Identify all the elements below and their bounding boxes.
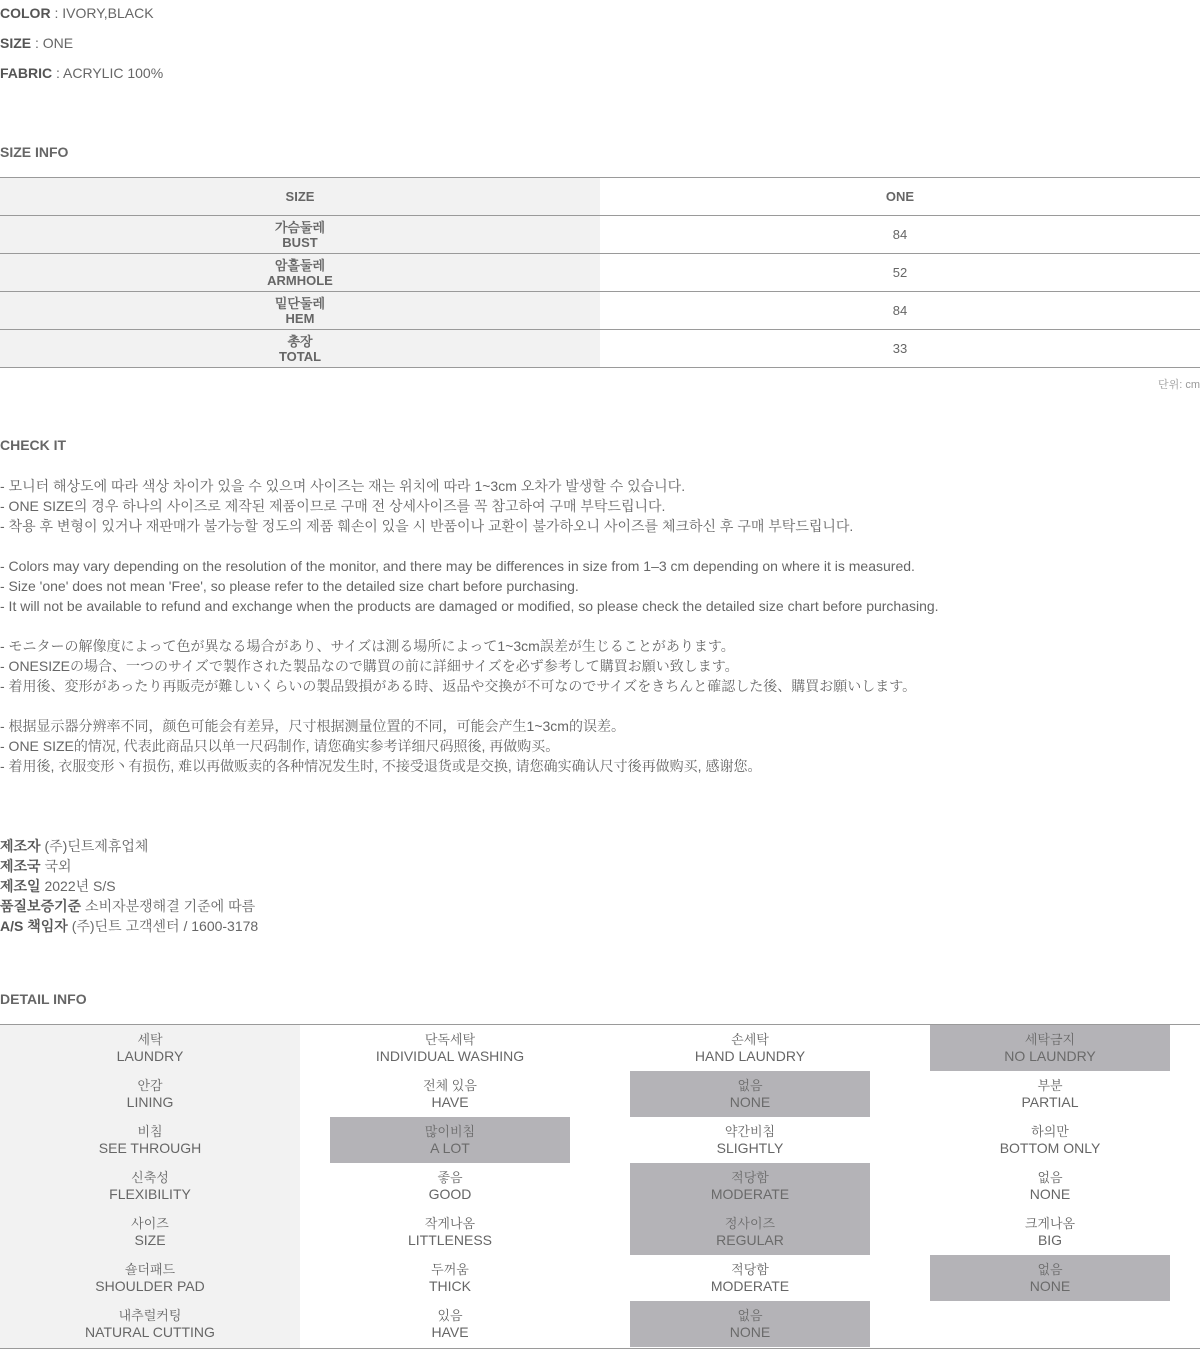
maker-value: 소비자분쟁해결 기준에 따름 [81,898,256,914]
size-table-header [0,178,1200,216]
table-row [0,216,1200,254]
size-row-value: 84 [892,303,908,318]
detail-option-ko: 적당함 [731,1262,769,1277]
detail-label-en: NATURAL CUTTING [85,1324,215,1340]
maker-label: 제조국 [0,858,41,874]
check-it-title: CHECK IT [0,437,67,453]
size-unit: 단위: cm [1157,379,1200,391]
size-label-ko: 암홀둘레 [274,257,326,273]
detail-label-ko: 신축성 [131,1170,169,1185]
detail-info-title: DETAIL INFO [0,991,87,1007]
spec-color [0,5,154,21]
spec-fabric-label: FABRIC [0,65,53,81]
maker-row [0,836,258,856]
detail-option [300,1209,600,1255]
detail-option-en: LITTLENESS [407,1232,493,1248]
maker-row [0,876,258,896]
detail-option [300,1255,600,1301]
note-ja-3: - 着用後、変形があったり再販売が難しいくらいの製品毀損がある時、返品や交換が不可なのでサイズをきちんと確認した後、購買お願いします。 [0,678,917,694]
detail-option-en: PARTIAL [1021,1094,1079,1110]
maker-row [0,896,258,916]
spec-size-value: : ONE [31,35,74,51]
maker-info [0,836,258,936]
detail-option-en: THICK [429,1278,471,1294]
size-row-label [0,330,600,367]
size-label-ko: 가슴둘레 [274,219,326,235]
detail-option [900,1209,1200,1255]
maker-row [0,916,258,936]
note-ja-2: - ONESIZEの場合、一つのサイズで製作された製品なので購買の前に詳細サイズを必ず参考して購買お願い致します。 [0,658,739,674]
maker-row [0,856,258,876]
detail-label-en: SIZE [134,1232,166,1248]
detail-row-label [0,1301,300,1347]
detail-row-label [0,1209,300,1255]
detail-option-en: GOOD [428,1186,472,1202]
detail-row-label [0,1163,300,1209]
spec-color-label: COLOR [0,5,51,21]
maker-value: 2022년 S/S [40,878,116,894]
detail-option-ko: 손세탁 [731,1032,769,1047]
detail-label-ko: 내추럴커팅 [118,1308,182,1323]
note-ja-1: - モニターの解像度によって色が異なる場合があり、サイズは測る場所によって1~3cm誤差が生じることがあります。 [0,638,735,654]
detail-option [300,1071,600,1117]
detail-option-ko: 있음 [437,1308,463,1323]
detail-option [900,1071,1200,1117]
size-label-en: TOTAL [278,348,322,364]
detail-option-selected [630,1071,870,1117]
detail-option-en: MODERATE [710,1186,790,1202]
detail-label-ko: 안감 [137,1078,163,1093]
size-row-label [0,216,600,253]
maker-value: 국외 [40,858,72,874]
spec-size [0,35,73,51]
detail-option-en: A LOT [430,1140,470,1156]
detail-option [600,1025,900,1071]
note-en-3: - It will not be available to refund and exchange when the products are damaged or modified, so please check the detailed size chart before purchasing. [0,598,939,614]
detail-option-ko: 부분 [1037,1078,1063,1093]
detail-option-ko: 좋음 [437,1170,463,1185]
detail-option-ko: 없음 [737,1078,763,1093]
detail-option-selected [630,1209,870,1255]
check-it-notes [0,476,939,776]
detail-option-ko: 없음 [1037,1170,1063,1185]
detail-option-ko: 약간비침 [724,1124,776,1139]
detail-option-selected [630,1301,870,1347]
detail-option-en: BOTTOM ONLY [999,1140,1101,1156]
detail-option-en: MODERATE [710,1278,790,1294]
size-table [0,177,1200,368]
maker-label: 제조자 [0,838,41,854]
size-label-en: BUST [282,234,318,250]
detail-option [900,1163,1200,1209]
detail-grid [0,1024,1200,1349]
size-row-value: 84 [892,227,908,242]
note-en-2: - Size 'one' does not mean 'Free', so please refer to the detailed size chart before purchasing. [0,578,579,594]
detail-option-ko: 단독세탁 [424,1032,476,1047]
detail-option [600,1117,900,1163]
size-row-value: 33 [892,341,908,356]
size-row-label [0,254,600,291]
detail-option-ko: 없음 [1037,1262,1063,1277]
spec-fabric-value: : ACRYLIC 100% [52,65,164,81]
detail-option-en: NONE [729,1094,771,1110]
size-label-ko: 밑단둘레 [274,295,326,311]
detail-option [300,1025,600,1071]
table-row [0,330,1200,368]
detail-option [300,1163,600,1209]
detail-option-ko: 작게나옴 [424,1216,476,1231]
detail-label-ko: 사이즈 [131,1216,169,1231]
detail-option-en: HAVE [431,1324,469,1340]
detail-option-en: HAND LAUNDRY [694,1048,806,1064]
detail-label-ko: 비침 [137,1124,163,1139]
detail-row-label [0,1117,300,1163]
detail-option-ko: 하의만 [1031,1124,1069,1139]
size-header-label: SIZE [0,178,600,215]
detail-option [300,1301,600,1347]
detail-label-en: LINING [126,1094,174,1110]
detail-option-en: BIG [1037,1232,1063,1248]
detail-label-en: LAUNDRY [116,1048,184,1064]
detail-option-ko: 많이비침 [424,1124,476,1139]
detail-option-ko: 크게나옴 [1024,1216,1076,1231]
size-header-value: ONE [885,189,915,204]
spec-color-value: : IVORY,BLACK [50,5,154,21]
note-ko-2: - ONE SIZE의 경우 하나의 사이즈로 제작된 제품이므로 구매 전 상세사이즈를 꼭 참고하여 구매 부탁드립니다. [0,498,666,514]
note-ko-3: - 착용 후 변형이 있거나 재판매가 불가능할 정도의 제품 훼손이 있을 시 반품이나 교환이 불가하오니 사이즈를 체크하신 후 구매 부탁드립니다. [0,518,854,534]
detail-option-ko: 두꺼움 [431,1262,469,1277]
note-zh-3: - 着用後, 衣服变形丶有损伤, 难以再做贩卖的各种情况发生时, 不接受退货或是交换, 请您确实确认尺寸後再做购买, 感谢您。 [0,758,762,774]
size-row-value: 52 [892,265,908,280]
detail-row-label [0,1025,300,1071]
detail-option-en: NONE [1029,1278,1071,1294]
detail-option-en: HAVE [431,1094,469,1110]
size-label-en: HEM [285,310,315,326]
detail-row-label [0,1255,300,1301]
note-ko-1: - 모니터 해상도에 따라 색상 차이가 있을 수 있으며 사이즈는 재는 위치에 따라 1~3cm 오차가 발생할 수 있습니다. [0,478,686,494]
detail-label-en: SEE THROUGH [98,1140,202,1156]
detail-option-selected [330,1117,570,1163]
detail-label-ko: 숄더패드 [124,1262,176,1277]
detail-option-en: REGULAR [716,1232,784,1248]
detail-option-ko: 없음 [737,1308,763,1323]
spec-fabric [0,65,163,81]
detail-option-ko: 정사이즈 [724,1216,776,1231]
detail-label-en: FLEXIBILITY [109,1186,191,1202]
size-info-title: SIZE INFO [0,144,69,160]
detail-option-ko: 세탁금지 [1024,1032,1076,1047]
detail-option [900,1117,1200,1163]
detail-row-label [0,1071,300,1117]
detail-label-en: SHOULDER PAD [95,1278,205,1294]
table-row [0,292,1200,330]
detail-option-en: NO LAUNDRY [1004,1048,1096,1064]
detail-option-ko: 전체 있음 [423,1078,477,1093]
detail-label-ko: 세탁 [137,1032,163,1047]
size-label-en: ARMHOLE [267,272,333,288]
maker-label: A/S 책임자 [0,918,68,934]
detail-option-en: NONE [729,1324,771,1340]
size-label-ko: 총장 [287,333,313,349]
maker-label: 품질보증기준 [0,898,82,914]
detail-option-en: NONE [1029,1186,1071,1202]
spec-size-label: SIZE [0,35,32,51]
detail-option-selected [930,1255,1170,1301]
note-zh-1: - 根据显示器分辨率不同，颜色可能会有差异，尺寸根据测量位置的不同，可能会产生1~3cm的误差。 [0,718,625,734]
maker-value: (주)딘트 고객센터 / 1600-3178 [67,918,259,934]
detail-option [600,1255,900,1301]
size-row-label [0,292,600,329]
table-row [0,254,1200,292]
detail-option-selected [630,1163,870,1209]
maker-label: 제조일 [0,878,41,894]
note-en-1: - Colors may vary depending on the resolution of the monitor, and there may be differences in size from 1–3 cm depending on where it is measured. [0,558,915,574]
note-zh-2: - ONE SIZE的情况, 代表此商品只以单一尺码制作, 请您确实参考详细尺码照後, 再做购买。 [0,738,560,754]
detail-option-ko: 적당함 [731,1170,769,1185]
detail-option-selected [930,1025,1170,1071]
detail-option-en: INDIVIDUAL WASHING [375,1048,525,1064]
detail-option-en: SLIGHTLY [716,1140,784,1156]
maker-value: (주)딘트제휴업체 [40,838,149,854]
